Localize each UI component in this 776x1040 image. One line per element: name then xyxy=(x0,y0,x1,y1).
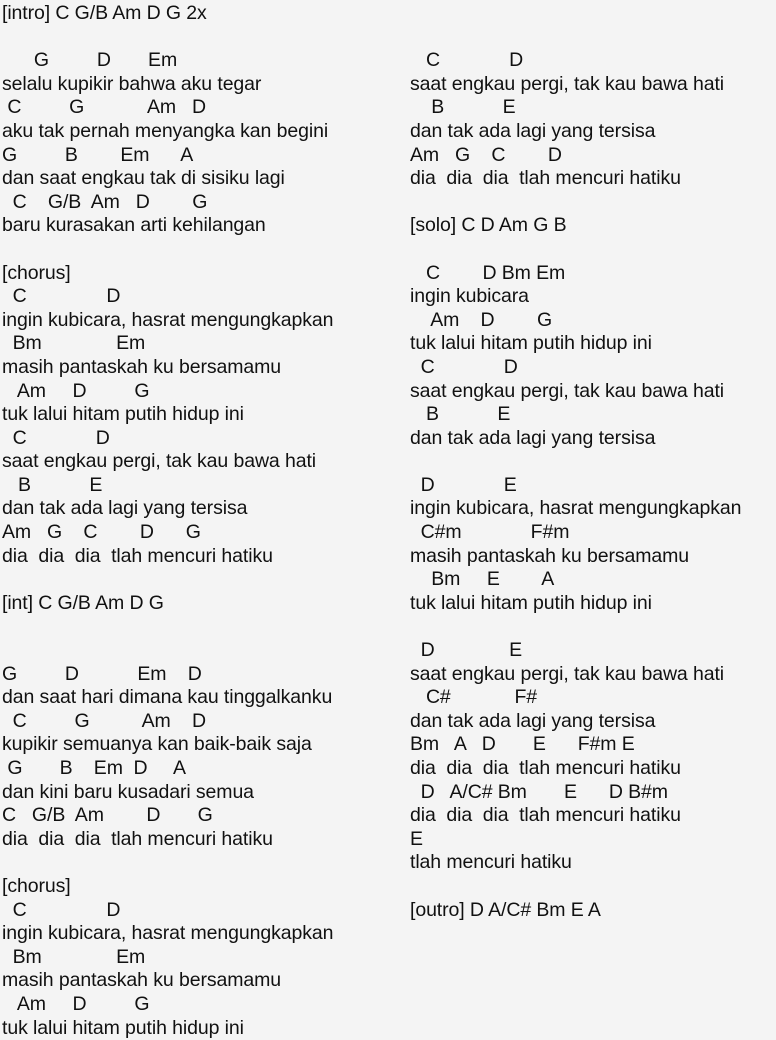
chord-sheet-line: dia dia dia tlah mencuri hatiku xyxy=(2,544,273,567)
chord-sheet-column-right xyxy=(410,0,776,922)
chord-sheet-line: saat engkau pergi, tak kau bawa hati xyxy=(410,379,725,402)
chord-sheet-line: D E xyxy=(410,639,522,662)
chord-sheet-line: G B Em D A xyxy=(2,757,186,779)
chord-sheet-line: C# F# xyxy=(410,686,538,709)
chord-sheet-line: tuk lalui hitam putih hidup ini xyxy=(410,332,652,355)
chord-sheet-line: C D xyxy=(2,426,110,449)
chord-sheet-line: Am G C D G xyxy=(2,521,201,544)
chord-sheet-line: G B Em A xyxy=(2,143,194,166)
chord-sheet-line: G D Em D xyxy=(2,662,202,685)
chord-sheet-line: aku tak pernah menyangka kan begini xyxy=(2,119,329,142)
chord-sheet-line: tuk lalui hitam putih hidup ini xyxy=(410,591,652,614)
chord-sheet-line: C D xyxy=(410,49,524,72)
chord-sheet-line: ingin kubicara, hasrat mengungkapkan xyxy=(2,308,334,331)
chord-sheet-line: dan tak ada lagi yang tersisa xyxy=(410,119,656,142)
chord-sheet-line: [intro] C G/B Am D G 2x xyxy=(2,2,207,24)
chord-sheet-line xyxy=(2,615,368,639)
chord-sheet-line: ingin kubicara, hasrat mengungkapkan xyxy=(2,922,334,945)
chord-sheet-line: dia dia dia tlah mencuri hatiku xyxy=(410,167,681,190)
chord-sheet-line xyxy=(410,875,776,899)
chord-sheet-line xyxy=(410,26,776,50)
chord-sheet-line: B E xyxy=(2,473,103,496)
chord-sheet-line: C D xyxy=(2,285,121,308)
chord-sheet-line: masih pantaskah ku bersamamu xyxy=(410,544,690,567)
chord-sheet-line: tuk lalui hitam putih hidup ini xyxy=(2,1016,244,1039)
chord-sheet-line: Am D G xyxy=(2,379,150,402)
chord-sheet-line: C G/B Am D G xyxy=(2,804,213,827)
chord-sheet-line xyxy=(2,851,368,875)
chord-sheet-line xyxy=(2,568,368,592)
chord-sheet-line: saat engkau pergi, tak kau bawa hati xyxy=(410,72,725,95)
chord-sheet-line: B E xyxy=(410,403,511,426)
chord-sheet-line xyxy=(2,26,368,50)
chord-sheet-line: ingin kubicara, hasrat mengungkapkan xyxy=(410,497,742,520)
chord-sheet-line: Bm Em xyxy=(2,332,146,355)
chord-sheet-line: dan kini baru kusadari semua xyxy=(2,780,254,803)
chord-sheet-line xyxy=(2,238,368,262)
chord-sheet-line: dia dia dia tlah mencuri hatiku xyxy=(410,757,681,779)
chord-sheet-line: C D xyxy=(410,355,518,378)
chord-sheet-line: saat engkau pergi, tak kau bawa hati xyxy=(2,450,317,473)
chord-sheet-line: masih pantaskah ku bersamamu xyxy=(2,969,282,992)
chord-sheet-line: G D Em xyxy=(2,49,178,72)
chord-sheet-line: C D xyxy=(2,898,121,921)
chord-sheet-line: saat engkau pergi, tak kau bawa hati xyxy=(410,662,725,685)
chord-sheet-line: C G Am D xyxy=(2,96,206,119)
chord-sheet-line: C D Bm Em xyxy=(410,261,566,284)
chord-sheet-line: tlah mencuri hatiku xyxy=(410,851,572,874)
chord-sheet-line: D E xyxy=(410,473,517,496)
chord-sheet-line: [solo] C D Am G B xyxy=(410,214,567,237)
chord-sheet-line: [outro] D A/C# Bm E A xyxy=(410,898,601,921)
chord-sheet-line: C G/B Am D G xyxy=(2,190,208,213)
chord-sheet-line: B E xyxy=(410,96,516,119)
chord-sheet-line xyxy=(2,639,368,663)
chord-sheet-line: dan saat engkau tak di sisiku lagi xyxy=(2,167,285,190)
chord-sheet-line: Am D G xyxy=(410,308,553,331)
chord-sheet-line xyxy=(410,238,776,262)
chord-sheet-line xyxy=(410,191,776,215)
chord-sheet-line: Bm A D E F#m E xyxy=(410,733,635,756)
chord-sheet-line: [chorus] xyxy=(2,874,71,897)
chord-sheet-line: [chorus] xyxy=(2,261,71,284)
chord-sheet-line: C G Am D xyxy=(2,709,206,732)
chord-sheet-line: tuk lalui hitam putih hidup ini xyxy=(2,403,244,426)
chord-sheet-line: C#m F#m xyxy=(410,521,570,544)
chord-sheet-line: kupikir semuanya kan baik-baik saja xyxy=(2,733,312,756)
chord-sheet-line: dan tak ada lagi yang tersisa xyxy=(410,709,656,732)
chord-sheet-line: dan tak ada lagi yang tersisa xyxy=(2,497,248,520)
chord-sheet-line: baru kurasakan arti kehilangan xyxy=(2,214,266,237)
chord-sheet-line: dan tak ada lagi yang tersisa xyxy=(410,426,656,449)
chord-sheet-line: dia dia dia tlah mencuri hatiku xyxy=(410,804,681,827)
chord-sheet-line: D A/C# Bm E D B#m xyxy=(410,780,668,803)
chord-sheet-line: [int] C G/B Am D G xyxy=(2,591,164,614)
chord-sheet-line: dan saat hari dimana kau tinggalkanku xyxy=(2,686,333,709)
chord-sheet-line xyxy=(410,450,776,474)
chord-sheet-line: Bm Em xyxy=(2,945,146,968)
chord-sheet-line xyxy=(410,615,776,639)
chord-sheet-line: Am D G xyxy=(2,992,150,1015)
chord-sheet-line: selalu kupikir bahwa aku tegar xyxy=(2,72,262,95)
chord-sheet-line: ingin kubicara xyxy=(410,285,529,308)
chord-sheet-line xyxy=(410,2,776,26)
chord-sheet-column-left xyxy=(2,0,368,1040)
chord-sheet-line: Bm E A xyxy=(410,568,555,591)
chord-sheet-line: Am G C D xyxy=(410,143,562,166)
chord-sheet-line: dia dia dia tlah mencuri hatiku xyxy=(2,827,273,850)
chord-sheet-line: E xyxy=(410,827,423,850)
chord-sheet-line: masih pantaskah ku bersamamu xyxy=(2,355,282,378)
